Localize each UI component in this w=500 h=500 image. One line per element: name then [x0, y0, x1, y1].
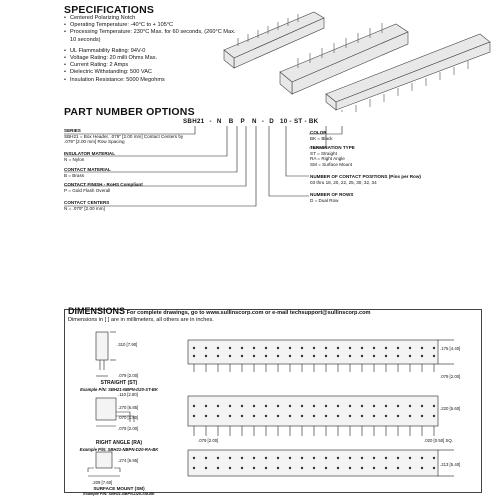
ra-front-dim-pin: .020 [0.50] SQ.	[424, 438, 453, 443]
spec-item: • UL Flammability Rating: 94V-0	[64, 48, 240, 55]
ra-dim-4: .079 [2.00]	[118, 426, 139, 431]
specifications-heading: SPECIFICATIONS	[64, 4, 155, 16]
spec-list	[64, 15, 240, 84]
code-dash: -	[304, 118, 307, 125]
code-rows: D	[269, 118, 274, 125]
code-series: SBH21	[183, 118, 205, 125]
straight-dim-bottom: .079 [2.00]	[440, 374, 461, 379]
ra-dim-2: .270 [6.85]	[118, 405, 139, 410]
code-dash: -	[289, 118, 292, 125]
option-termination: TERMINATION TYPE ST = Straight RA = Right Angle SM = Surface Mount	[310, 145, 355, 167]
dimensions-header	[68, 308, 371, 323]
spec-item: • Current Rating: 2 Amps	[64, 62, 240, 69]
code-finish: P	[240, 118, 245, 125]
ra-dim-1: .110 [2.80]	[118, 392, 138, 397]
option-series: SERIES SBH21 = Box Header, .079" [2.00 mm] Contact Centers by .079" [2.00 mm] Row Spacing	[64, 128, 184, 145]
code-insulator: N	[216, 118, 222, 125]
code-centers: N	[251, 118, 257, 125]
sm-dim-1: .274 [6.95]	[118, 458, 139, 463]
code-material: B	[228, 118, 234, 125]
straight-dim-pitch: .079 [2.00]	[118, 373, 139, 378]
straight-example: Example P/N: SBH21-NBPN-D20-ST-BK	[80, 387, 158, 392]
ra-caption: RIGHT ANGLE (RA)	[95, 440, 143, 446]
option-contact-finish: CONTACT FINISH - RoHS Compliant P = Gold Flash Overall	[64, 182, 143, 193]
dimensions-heading: DIMENSIONS	[68, 306, 126, 316]
part-number-heading: PART NUMBER OPTIONS	[64, 106, 195, 118]
ra-front-dim-pitch: .079 [2.00]	[198, 438, 219, 443]
spec-item: • Voltage Rating: 20 milli Ohms Max.	[64, 55, 240, 62]
code-color: BK	[308, 118, 319, 125]
straight-caption: STRAIGHT (ST)	[100, 380, 138, 386]
sm-caption: SURFACE MOUNT (SM)	[93, 486, 145, 491]
spec-item: • Operating Temperature: -40°C to + 105°C	[64, 22, 240, 29]
code-termination: ST	[293, 118, 303, 125]
spec-item: • Dielectric Withstanding: 500 VAC	[64, 69, 240, 76]
straight-pins	[194, 364, 434, 372]
sm-front-dim: .213 [5.40]	[440, 462, 461, 467]
option-contact-material: CONTACT MATERIAL B = Brass	[64, 167, 111, 178]
sm-example: Example P/N: SBH21-NBPN-D20-SM-BK	[83, 492, 155, 496]
straight-dim-height: .310 [7.90]	[117, 342, 138, 347]
product-illustration	[218, 6, 494, 112]
ra-dim-3: .070 [1.80]	[118, 415, 139, 420]
ra-example: Example P/N: SBH21-NBPN-D20-RA-BK	[79, 447, 159, 452]
code-dash: -	[209, 118, 212, 125]
ra-front-dim-height: .220 [5.60]	[440, 406, 461, 411]
code-positions: 10	[280, 118, 288, 125]
option-rows: NUMBER OF ROWS D = Dual Row	[310, 192, 354, 203]
dimensions-note: For complete drawings, go to www.sullinscorp.com or e-mail techsupport@sullinscorp.com	[126, 310, 371, 316]
option-contact-centers: CONTACT CENTERS N = .079" [2.00 mm]	[64, 200, 110, 211]
sm-dim-2: .209 [7.60]	[92, 480, 113, 485]
dimensions-units-note: Dimensions in [ ] are in millimeters, all others are in inches.	[68, 316, 214, 323]
straight-dim-top: .175 [4.40]	[440, 346, 461, 351]
spec-item: • Centered Polarizing Notch	[64, 15, 240, 22]
code-dash: -	[261, 118, 265, 125]
option-positions: NUMBER OF CONTACT POSITIONS (Pins per Row) 03 thru 18, 20, 22, 25, 30, 32, 34	[310, 174, 421, 185]
option-insulator: INSULATOR MATERIAL N = Nylon	[64, 151, 116, 162]
option-color: COLOR BK = Black	[310, 130, 333, 141]
spec-item: • Processing Temperature: 230°C Max. for 60 seconds, (260°C Max. 10 seconds)	[64, 29, 240, 43]
spec-item: • Insulation Resistance: 5000 Megohms	[64, 77, 240, 84]
